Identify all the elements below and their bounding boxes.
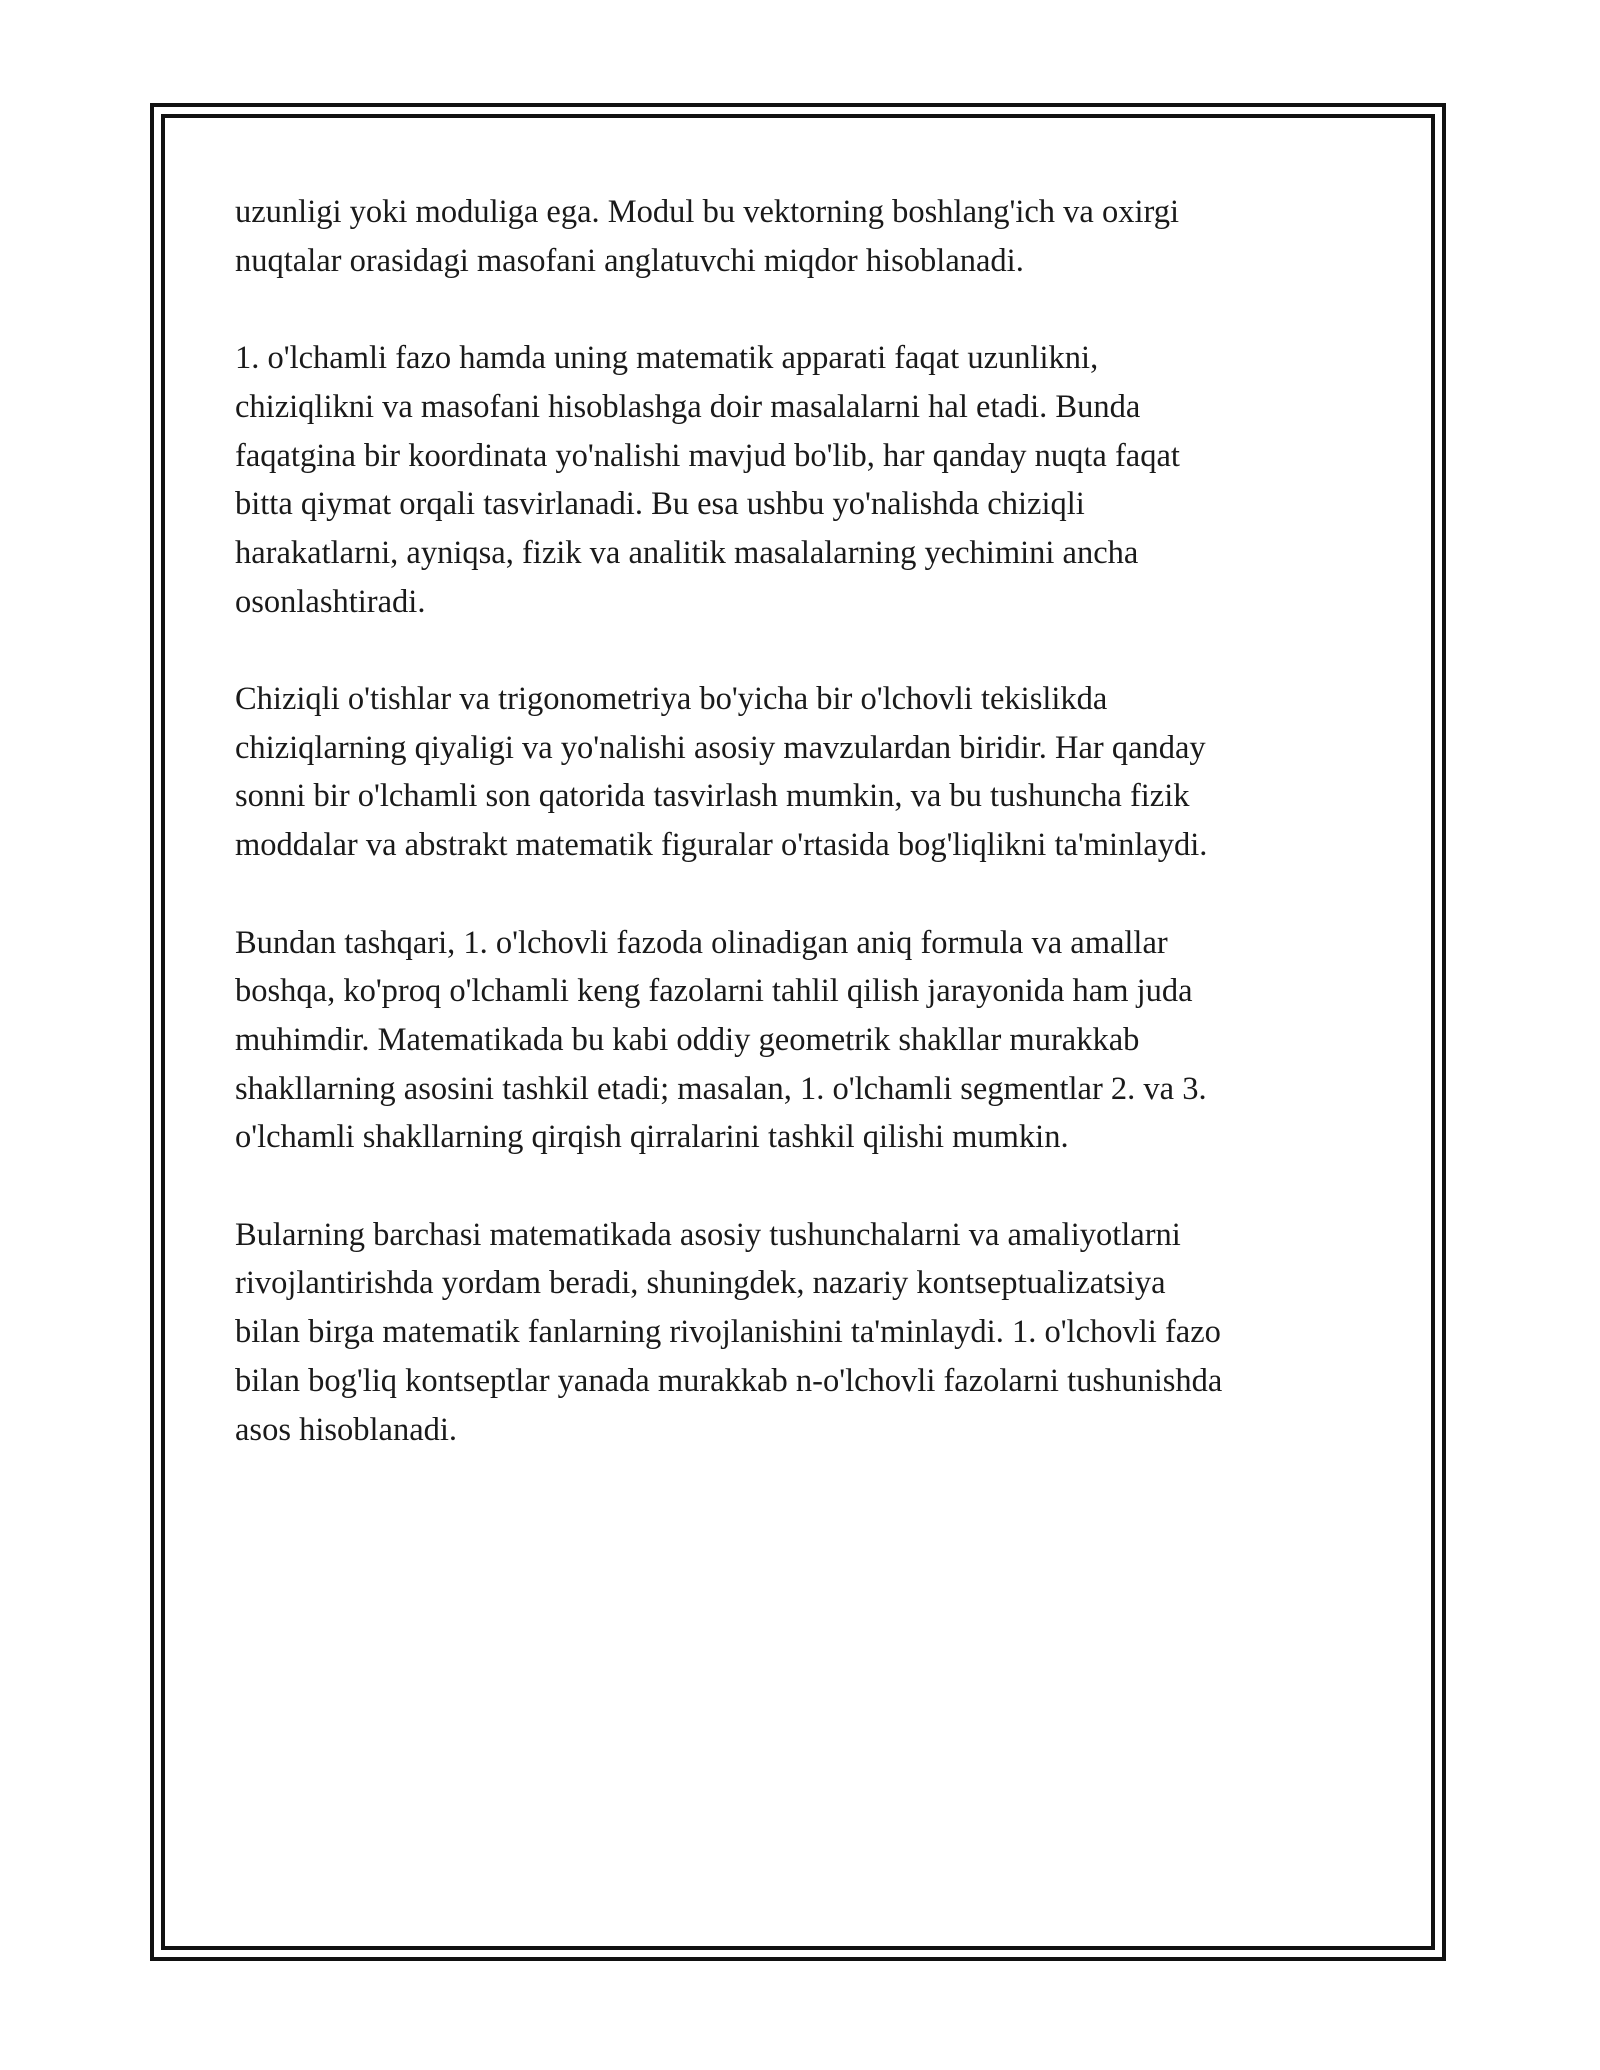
- paragraph-3: Chiziqli o'tishlar va trigonometriya bo'yicha bir o'lchovli tekislikda chiziqlarning qiyaligi va yo'nalishi asosiy mavzulardan biridir. Har qanday sonni bir o'lchamli son qatorida tasvirlash mumkin, va bu tushuncha fizik moddalar va abstrakt matematik figuralar o'rtasida bog'liqlikni ta'minlaydi.: [235, 681, 1208, 864]
- paragraph-5: Bularning barchasi matematikada asosiy tushunchalarni va amaliyotlarni rivojlantirishda yordam beradi, shuningdek, nazariy kontseptualizatsiya bilan birga matematik fanlarning rivojlanishini ta'minlaydi. 1. o'lchovli fazo bilan bog'liq kontseptlar yanada murakkab n-o'lchovli fazolarni tushunishda asos hisoblanadi.: [235, 1216, 1223, 1448]
- paragraph-2: 1. o'lchamli fazo hamda uning matematik apparati faqat uzunlikni, chiziqlikni va masofani hisoblashga doir masalalarni hal etadi. Bunda faqatgina bir koordinata yo'nalishi mavjud bo'lib, har qanday nuqta faqat bitta qiymat orqali tasvirlanadi. Bu esa ushbu yo'nalishda chiziqli harakatlarni, ayniqsa, fizik va analitik masalalarning yechimini ancha osonlashtiradi.: [235, 340, 1180, 620]
- paragraph-1: uzunligi yoki moduliga ega. Modul bu vektorning boshlang'ich va oxirgi nuqtalar orasidagi masofani anglatuvchi miqdor hisoblanadi.: [235, 194, 1180, 279]
- paragraph-4: Bundan tashqari, 1. o'lchovli fazoda olinadigan aniq formula va amallar boshqa, ko'proq o'lchamli keng fazolarni tahlil qilish jarayonida ham juda muhimdir. Matematikada bu kabi oddiy geometrik shakllar murakkab shakllarning asosini tashkil etadi; masalan, 1. o'lchamli segmentlar 2. va 3. o'lchamli shakllarning qirqish qirralarini tashkil qilishi mumkin.: [235, 924, 1207, 1156]
- document-body: [235, 188, 1360, 1503]
